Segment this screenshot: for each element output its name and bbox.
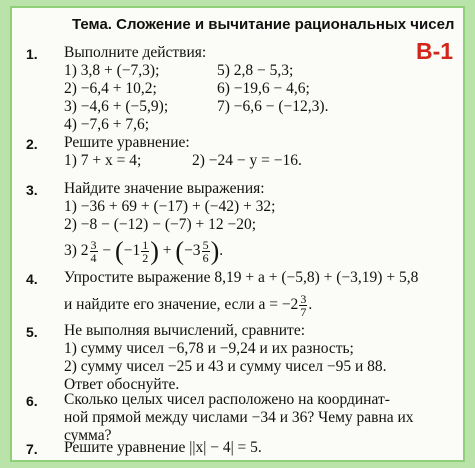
minus-sign: − xyxy=(102,242,112,259)
page-title: Тема. Сложение и вычитание рациональных чисел xyxy=(72,16,455,33)
mixed-number-whole: 2 xyxy=(80,242,89,259)
period: . xyxy=(308,296,313,313)
denominator: 2 xyxy=(142,250,149,265)
task-1-item: 7) −6,6 − (−12,3). xyxy=(217,98,329,115)
task-3-item-3 xyxy=(64,238,223,264)
task-5-line: 1) сумму чисел −6,78 и −9,24 и их разность; xyxy=(64,340,354,357)
task-5-line: Не выполняя вычислений, сравните: xyxy=(64,322,306,339)
task-1-item: 1) 3,8 + (−7,3); xyxy=(64,62,160,79)
mixed-number-whole: −1 xyxy=(123,242,141,259)
task-2-item: 2) −24 − y = −16. xyxy=(192,152,302,169)
task-4-line-1: Упростите выражение 8,19 + a + (−5,8) + (−3,19) + 5,8 xyxy=(64,269,419,286)
task-4-line-2-text: и найдите его значение, если a = −2 xyxy=(64,296,299,313)
task-2-number: 2. xyxy=(26,136,38,152)
paren-open: ( xyxy=(115,236,124,266)
task-1-item: 4) −7,6 + 7,6; xyxy=(64,116,150,133)
task-1-prompt: Выполните действия: xyxy=(64,44,207,61)
task-4-number: 4. xyxy=(26,271,38,287)
fraction xyxy=(202,239,210,264)
task-1-item: 3) −4,6 + (−5,9); xyxy=(64,98,169,115)
task-6-line: сумма? xyxy=(64,427,112,444)
worksheet xyxy=(10,6,465,462)
task-2-prompt: Решите уравнение: xyxy=(64,134,190,151)
task-6-line: ной прямой между числами −34 и 36? Чему равна их xyxy=(64,409,414,426)
task-7-line: Решите уравнение ||x| − 4| = 5. xyxy=(64,439,262,456)
task-7-number: 7. xyxy=(26,441,38,457)
item-label: 3) xyxy=(64,242,77,259)
task-1-item: 2) −6,4 + 10,2; xyxy=(64,80,157,97)
task-2-item: 1) 7 + x = 4; xyxy=(64,152,142,169)
task-6-number: 6. xyxy=(26,393,38,409)
task-3-item: 1) −36 + 69 + (−17) + (−42) + 32; xyxy=(64,198,276,215)
paren-close: ) xyxy=(210,236,220,266)
task-1-number: 1. xyxy=(26,46,38,62)
fraction xyxy=(90,239,98,264)
period: . xyxy=(219,242,224,259)
task-3-item: 2) −8 − (−12) − (−7) + 12 −20; xyxy=(64,216,257,233)
task-3-number: 3. xyxy=(26,182,38,198)
numerator: 3 xyxy=(300,291,307,306)
paren-close: ) xyxy=(150,236,159,266)
task-6-line: Сколько целых чисел расположено на координат- xyxy=(64,391,390,408)
denominator: 4 xyxy=(90,250,97,265)
numerator: 3 xyxy=(90,237,97,252)
task-1-item: 6) −19,6 − 4,6; xyxy=(217,80,310,97)
task-4-line-2 xyxy=(64,292,312,318)
mixed-number-whole: −3 xyxy=(184,242,201,259)
denominator: 6 xyxy=(202,250,209,265)
task-5-line: Ответ обоснуйте. xyxy=(64,376,180,393)
plus-sign: + xyxy=(162,242,172,259)
task-5-line: 2) сумму чисел −25 и 43 и сумму чисел −95 и 88. xyxy=(64,358,387,375)
variant-badge: В-1 xyxy=(416,38,454,64)
fraction xyxy=(299,293,307,318)
numerator: 5 xyxy=(202,237,209,252)
paren-open: ( xyxy=(175,236,185,266)
numerator: 1 xyxy=(142,237,149,252)
task-1-item: 5) 2,8 − 5,3; xyxy=(217,62,294,79)
task-5-number: 5. xyxy=(26,324,38,340)
denominator: 7 xyxy=(300,304,307,319)
task-3-prompt: Найдите значение выражения: xyxy=(64,180,265,197)
fraction xyxy=(141,239,149,264)
